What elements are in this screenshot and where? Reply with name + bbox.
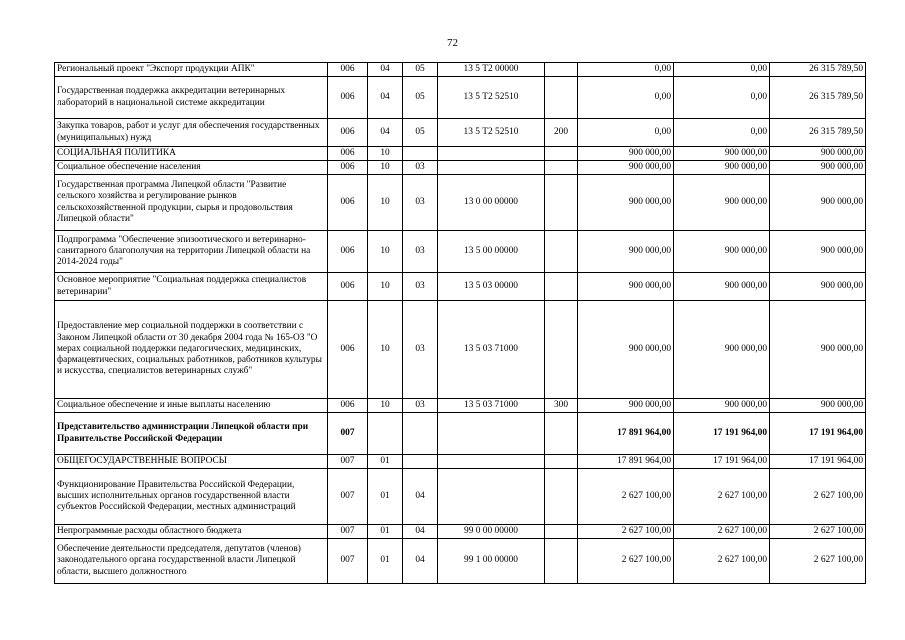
cell-grbs: 006 bbox=[328, 231, 368, 273]
cell-expense-type bbox=[545, 525, 578, 539]
cell-name: Социальное обеспечение и иные выплаты населению bbox=[55, 399, 328, 413]
cell-grbs: 006 bbox=[328, 63, 368, 77]
cell-amount-year1: 900 000,00 bbox=[578, 399, 674, 413]
table-row bbox=[55, 231, 866, 273]
cell-target-article bbox=[438, 455, 545, 469]
cell-amount-year2: 900 000,00 bbox=[674, 175, 770, 231]
cell-amount-year3: 900 000,00 bbox=[770, 273, 866, 301]
cell-amount-year1: 900 000,00 bbox=[578, 273, 674, 301]
cell-name: Региональный проект "Экспорт продукции АПК" bbox=[55, 63, 328, 77]
cell-target-article: 99 1 00 00000 bbox=[438, 539, 545, 584]
cell-expense-type bbox=[545, 175, 578, 231]
cell-subsection: 05 bbox=[403, 63, 438, 77]
table-row bbox=[55, 161, 866, 175]
cell-expense-type bbox=[545, 147, 578, 161]
cell-target-article bbox=[438, 147, 545, 161]
cell-section: 01 bbox=[368, 539, 403, 584]
cell-grbs: 006 bbox=[328, 175, 368, 231]
cell-section: 01 bbox=[368, 525, 403, 539]
cell-section: 10 bbox=[368, 231, 403, 273]
table-row bbox=[55, 413, 866, 455]
cell-name: Социальное обеспечение населения bbox=[55, 161, 328, 175]
page-number: 72 bbox=[447, 37, 458, 49]
cell-subsection: 03 bbox=[403, 231, 438, 273]
cell-expense-type bbox=[545, 413, 578, 455]
cell-grbs: 006 bbox=[328, 119, 368, 147]
cell-amount-year1: 900 000,00 bbox=[578, 175, 674, 231]
cell-name: Представительство администрации Липецкой области при Правительстве Российской Федерации bbox=[55, 413, 328, 455]
cell-subsection: 03 bbox=[403, 399, 438, 413]
cell-name: Государственная программа Липецкой области "Развитие сельского хозяйства и регулирование рынков сельскохозяйственной продукции, сырья и продовольствия Липецкой области" bbox=[55, 175, 328, 231]
cell-subsection: 03 bbox=[403, 161, 438, 175]
cell-name: Основное мероприятие "Социальная поддержка специалистов ветеринарии" bbox=[55, 273, 328, 301]
cell-amount-year3: 26 315 789,50 bbox=[770, 77, 866, 119]
cell-grbs: 006 bbox=[328, 399, 368, 413]
cell-subsection: 03 bbox=[403, 273, 438, 301]
cell-expense-type bbox=[545, 455, 578, 469]
cell-name: Функционирование Правительства Российской Федерации, высших исполнительных органов государственной власти субъектов Российской Федерации, местных администраций bbox=[55, 469, 328, 525]
cell-amount-year1: 17 891 964,00 bbox=[578, 413, 674, 455]
cell-name: Подпрограмма "Обеспечение эпизоотического и ветеринарно-санитарного благополучия на территории Липецкой области на 2014-2024 годы" bbox=[55, 231, 328, 273]
cell-expense-type bbox=[545, 469, 578, 525]
cell-section: 10 bbox=[368, 161, 403, 175]
cell-target-article bbox=[438, 413, 545, 455]
cell-target-article: 99 0 00 00000 bbox=[438, 525, 545, 539]
cell-amount-year2: 2 627 100,00 bbox=[674, 539, 770, 584]
cell-amount-year1: 900 000,00 bbox=[578, 161, 674, 175]
cell-section: 10 bbox=[368, 147, 403, 161]
cell-grbs: 007 bbox=[328, 455, 368, 469]
cell-target-article: 13 5 03 00000 bbox=[438, 273, 545, 301]
cell-expense-type bbox=[545, 539, 578, 584]
cell-amount-year1: 17 891 964,00 bbox=[578, 455, 674, 469]
cell-target-article: 13 5 00 00000 bbox=[438, 231, 545, 273]
cell-section: 04 bbox=[368, 63, 403, 77]
cell-amount-year1: 900 000,00 bbox=[578, 231, 674, 273]
cell-grbs: 007 bbox=[328, 413, 368, 455]
cell-target-article: 13 5 Т2 52510 bbox=[438, 119, 545, 147]
cell-section: 01 bbox=[368, 455, 403, 469]
cell-amount-year3: 26 315 789,50 bbox=[770, 119, 866, 147]
cell-amount-year2: 17 191 964,00 bbox=[674, 413, 770, 455]
cell-amount-year1: 2 627 100,00 bbox=[578, 539, 674, 584]
table-row bbox=[55, 273, 866, 301]
cell-subsection bbox=[403, 455, 438, 469]
cell-name: ОБЩЕГОСУДАРСТВЕННЫЕ ВОПРОСЫ bbox=[55, 455, 328, 469]
cell-subsection: 03 bbox=[403, 175, 438, 231]
cell-amount-year2: 900 000,00 bbox=[674, 301, 770, 399]
cell-amount-year3: 2 627 100,00 bbox=[770, 469, 866, 525]
table-row bbox=[55, 301, 866, 399]
cell-amount-year1: 0,00 bbox=[578, 63, 674, 77]
cell-amount-year2: 900 000,00 bbox=[674, 231, 770, 273]
cell-amount-year2: 900 000,00 bbox=[674, 399, 770, 413]
cell-amount-year3: 17 191 964,00 bbox=[770, 413, 866, 455]
cell-amount-year3: 900 000,00 bbox=[770, 161, 866, 175]
cell-amount-year3: 900 000,00 bbox=[770, 399, 866, 413]
cell-name: СОЦИАЛЬНАЯ ПОЛИТИКА bbox=[55, 147, 328, 161]
budget-table bbox=[54, 62, 866, 584]
cell-grbs: 007 bbox=[328, 525, 368, 539]
cell-amount-year3: 17 191 964,00 bbox=[770, 455, 866, 469]
cell-grbs: 007 bbox=[328, 539, 368, 584]
cell-amount-year1: 900 000,00 bbox=[578, 147, 674, 161]
cell-section: 04 bbox=[368, 77, 403, 119]
cell-amount-year1: 2 627 100,00 bbox=[578, 525, 674, 539]
table-row bbox=[55, 525, 866, 539]
cell-expense-type bbox=[545, 301, 578, 399]
cell-subsection bbox=[403, 147, 438, 161]
table-row bbox=[55, 175, 866, 231]
cell-amount-year2: 2 627 100,00 bbox=[674, 469, 770, 525]
cell-subsection: 04 bbox=[403, 539, 438, 584]
cell-amount-year2: 900 000,00 bbox=[674, 161, 770, 175]
table-row bbox=[55, 399, 866, 413]
cell-name: Непрограммные расходы областного бюджета bbox=[55, 525, 328, 539]
table-row bbox=[55, 119, 866, 147]
cell-name: Закупка товаров, работ и услуг для обеспечения государственных (муниципальных) нужд bbox=[55, 119, 328, 147]
cell-amount-year3: 2 627 100,00 bbox=[770, 525, 866, 539]
cell-section: 10 bbox=[368, 301, 403, 399]
cell-expense-type bbox=[545, 63, 578, 77]
cell-target-article: 13 5 03 71000 bbox=[438, 399, 545, 413]
cell-grbs: 006 bbox=[328, 273, 368, 301]
cell-amount-year2: 17 191 964,00 bbox=[674, 455, 770, 469]
table-row bbox=[55, 63, 866, 77]
cell-expense-type bbox=[545, 231, 578, 273]
cell-amount-year1: 0,00 bbox=[578, 77, 674, 119]
cell-grbs: 007 bbox=[328, 469, 368, 525]
cell-section bbox=[368, 413, 403, 455]
cell-amount-year3: 900 000,00 bbox=[770, 231, 866, 273]
cell-subsection: 05 bbox=[403, 77, 438, 119]
cell-amount-year1: 0,00 bbox=[578, 119, 674, 147]
cell-subsection: 05 bbox=[403, 119, 438, 147]
table-row bbox=[55, 147, 866, 161]
cell-target-article: 13 5 Т2 00000 bbox=[438, 63, 545, 77]
cell-expense-type bbox=[545, 161, 578, 175]
cell-subsection bbox=[403, 413, 438, 455]
cell-section: 10 bbox=[368, 175, 403, 231]
cell-amount-year3: 900 000,00 bbox=[770, 301, 866, 399]
cell-subsection: 04 bbox=[403, 525, 438, 539]
cell-target-article bbox=[438, 469, 545, 525]
cell-grbs: 006 bbox=[328, 77, 368, 119]
cell-section: 04 bbox=[368, 119, 403, 147]
cell-grbs: 006 bbox=[328, 301, 368, 399]
cell-amount-year1: 900 000,00 bbox=[578, 301, 674, 399]
cell-amount-year1: 2 627 100,00 bbox=[578, 469, 674, 525]
table-row bbox=[55, 539, 866, 584]
cell-expense-type bbox=[545, 77, 578, 119]
cell-name: Государственная поддержка аккредитации ветеринарных лабораторий в национальной системе аккредитации bbox=[55, 77, 328, 119]
cell-section: 10 bbox=[368, 273, 403, 301]
cell-expense-type: 300 bbox=[545, 399, 578, 413]
table-row bbox=[55, 77, 866, 119]
cell-amount-year2: 900 000,00 bbox=[674, 147, 770, 161]
cell-grbs: 006 bbox=[328, 161, 368, 175]
cell-target-article bbox=[438, 161, 545, 175]
cell-expense-type bbox=[545, 273, 578, 301]
cell-amount-year3: 26 315 789,50 bbox=[770, 63, 866, 77]
cell-amount-year3: 900 000,00 bbox=[770, 175, 866, 231]
cell-amount-year3: 900 000,00 bbox=[770, 147, 866, 161]
cell-amount-year2: 2 627 100,00 bbox=[674, 525, 770, 539]
cell-target-article: 13 5 03 71000 bbox=[438, 301, 545, 399]
cell-section: 10 bbox=[368, 399, 403, 413]
cell-subsection: 04 bbox=[403, 469, 438, 525]
cell-target-article: 13 0 00 00000 bbox=[438, 175, 545, 231]
cell-expense-type: 200 bbox=[545, 119, 578, 147]
cell-amount-year2: 0,00 bbox=[674, 63, 770, 77]
cell-amount-year3: 2 627 100,00 bbox=[770, 539, 866, 584]
cell-section: 01 bbox=[368, 469, 403, 525]
table-row bbox=[55, 455, 866, 469]
cell-subsection: 03 bbox=[403, 301, 438, 399]
cell-target-article: 13 5 Т2 52510 bbox=[438, 77, 545, 119]
cell-amount-year2: 900 000,00 bbox=[674, 273, 770, 301]
cell-name: Предоставление мер социальной поддержки в соответствии с Законом Липецкой области от 30 декабря 2004 года № 165-ОЗ "О мерах социальной поддержки педагогических, медицинских, фармацевтических, социальных работников, работников культуры и искусства, специалистов ветеринарных служб" bbox=[55, 301, 328, 399]
cell-amount-year2: 0,00 bbox=[674, 77, 770, 119]
cell-grbs: 006 bbox=[328, 147, 368, 161]
table-row bbox=[55, 469, 866, 525]
cell-amount-year2: 0,00 bbox=[674, 119, 770, 147]
cell-name: Обеспечение деятельности председателя, депутатов (членов) законодательного органа государственной власти Липецкой области, высшего должностного bbox=[55, 539, 328, 584]
